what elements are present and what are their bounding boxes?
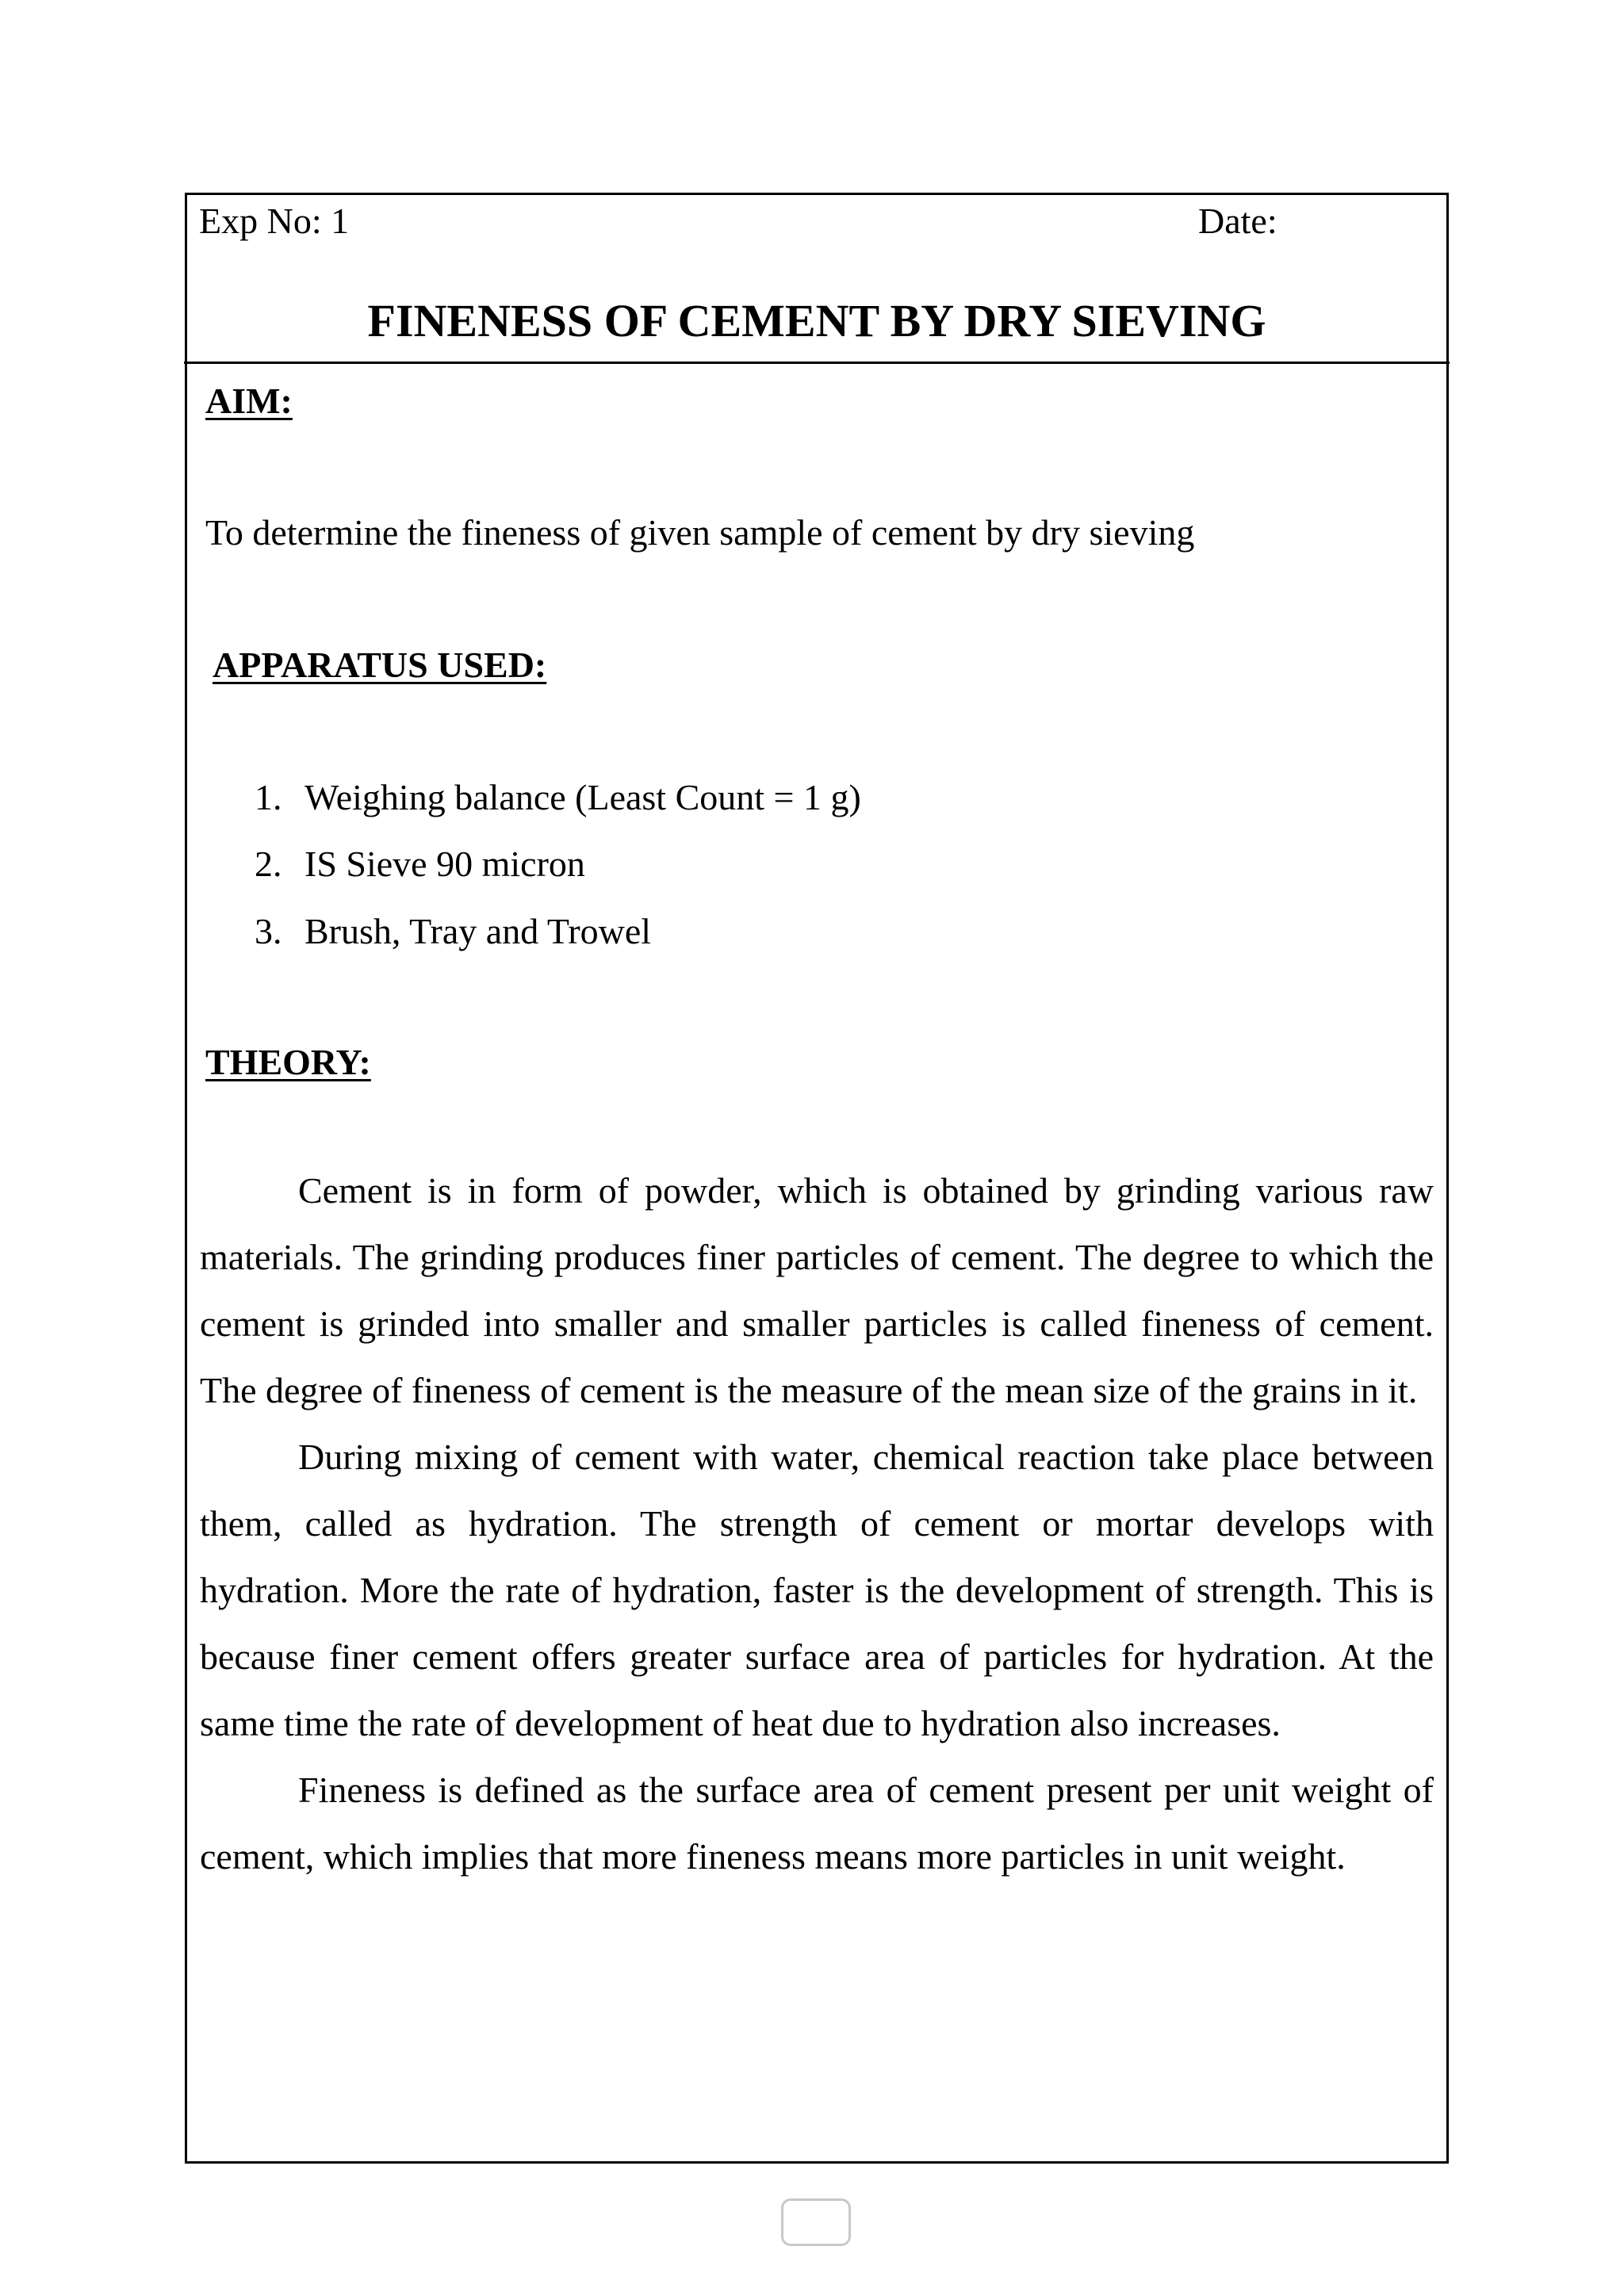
theory-paragraph: Fineness is defined as the surface area of cement present per unit weight of cement, which implies that more fineness means more particles in unit weight. [200, 1770, 1434, 1877]
list-item [255, 779, 861, 816]
page-frame [185, 193, 1449, 2164]
apparatus-heading: APPARATUS USED: [213, 645, 547, 685]
list-item [255, 846, 585, 882]
list-item-text: IS Sieve 90 micron [304, 844, 585, 884]
list-item-text: Weighing balance (Least Count = 1 g) [304, 777, 861, 817]
aim-heading: AIM: [205, 381, 293, 421]
page-number-box [781, 2198, 851, 2246]
list-item-number: 2. [255, 844, 282, 884]
header-divider [184, 362, 1450, 364]
date-label: Date: [1198, 201, 1277, 241]
aim-text: To determine the fineness of given sample of cement by dry sieving [205, 512, 1195, 553]
theory-heading: THEORY: [205, 1042, 371, 1082]
theory-body [200, 1158, 1434, 1890]
theory-paragraph: During mixing of cement with water, chemical reaction take place between them, called as hydration. The strength of cement or mortar develops with hydration. More the rate of hydration, faster is the development of strength. This is because finer cement offers greater surface area of particles for hydration. At the same time the rate of development of heat due to hydration also increases. [200, 1437, 1434, 1743]
list-item-text: Brush, Tray and Trowel [304, 911, 652, 951]
page-title: FINENESS OF CEMENT BY DRY SIEVING [367, 295, 1266, 346]
theory-paragraph: Cement is in form of powder, which is obtained by grinding various raw materials. The grinding produces finer particles of cement. The degree to which the cement is grinded into smaller and smaller particles is called fineness of cement. The degree of fineness of cement is the measure of the mean size of the grains in it. [200, 1170, 1434, 1410]
list-item [255, 913, 651, 950]
list-item-number: 3. [255, 911, 282, 951]
list-item-number: 1. [255, 777, 282, 817]
experiment-number: Exp No: 1 [199, 201, 350, 241]
